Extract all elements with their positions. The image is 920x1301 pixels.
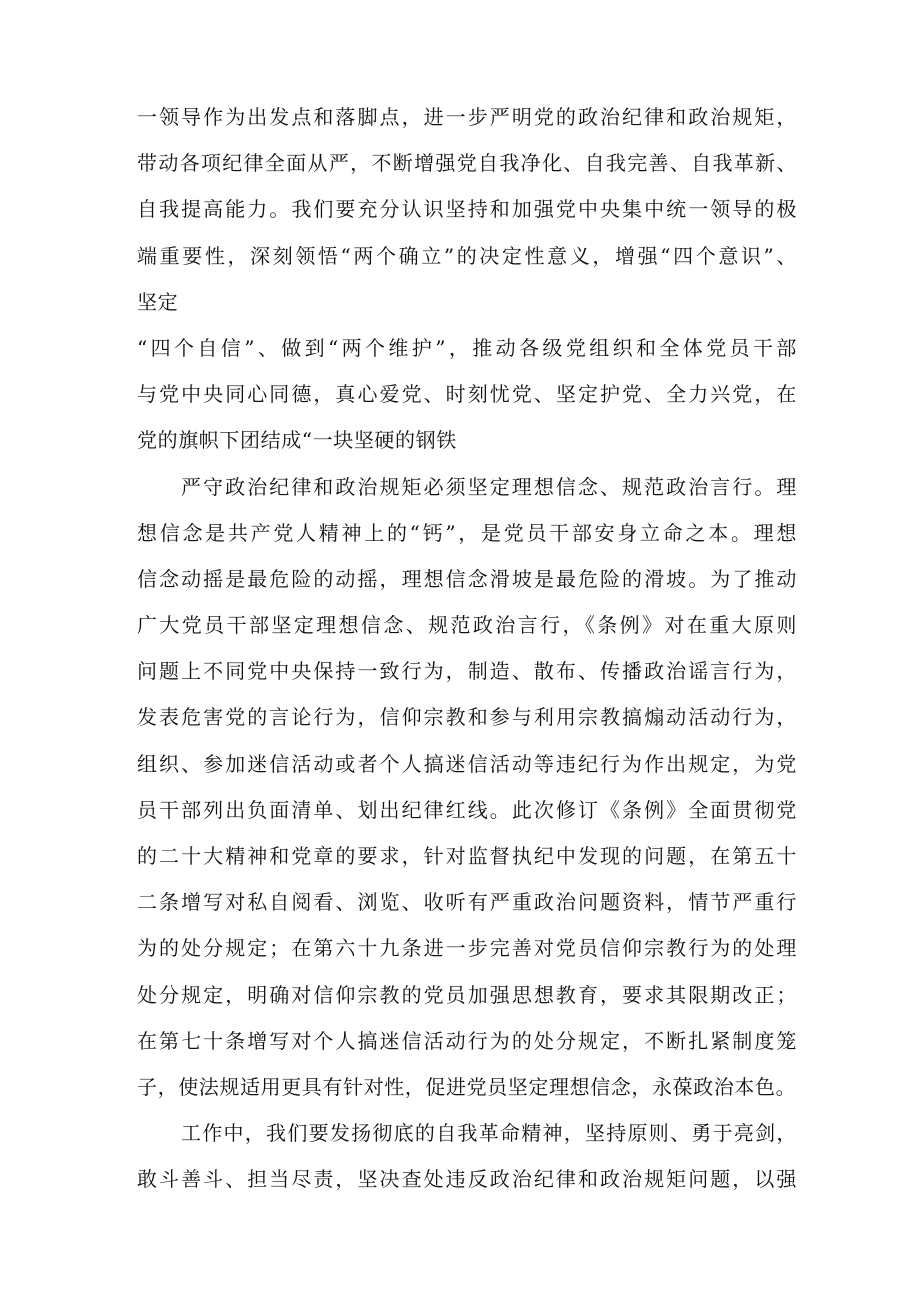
text-line: 员干部列出负面清单、划出纪律红线。此次修订《条例》全面贯彻党 (137, 797, 797, 822)
text-line: 二条增写对私自阅看、浏览、收听有严重政治问题资料，情节严重行 (137, 890, 797, 915)
text-line: 自我提高能力。我们要充分认识坚持和加强党中央集中统一领导的极 (137, 197, 797, 222)
text-line: “四个自信”、做到“两个维护”，推动各级党组织和全体党员干部 (137, 335, 797, 360)
text-line: 问题上不同党中央保持一致行为，制造、散布、传播政治谣言行为， (137, 659, 797, 684)
text-line: 一领导作为出发点和落脚点，进一步严明党的政治纪律和政治规矩， (137, 105, 797, 129)
text-line: 组织、参加迷信活动或者个人搞迷信活动等违纪行为作出规定，为党 (137, 751, 797, 776)
text-line: 处分规定，明确对信仰宗教的党员加强思想教育，要求其限期改正； (137, 982, 797, 1007)
text-line: 与党中央同心同德，真心爱党、时刻忧党、坚定护党、全力兴党，在 (137, 382, 797, 407)
text-line: 带动各项纪律全面从严，不断增强党自我净化、自我完善、自我革新、 (137, 151, 797, 176)
text-line: 在第七十条增写对个人搞迷信活动行为的处分规定，不断扎紧制度笼 (137, 1028, 797, 1053)
text-line: 发表危害党的言论行为，信仰宗教和参与利用宗教搞煽动活动行为， (137, 705, 797, 730)
text-line: 为的处分规定；在第六十九条进一步完善对党员信仰宗教行为的处理 (137, 936, 797, 961)
text-line: 子，使法规适用更具有针对性，促进党员坚定理想信念，永葆政治本色。 (137, 1074, 797, 1099)
text-line: 的二十大精神和党章的要求，针对监督执纪中发现的问题，在第五十 (137, 844, 797, 868)
text-line: 敢斗善斗、担当尽责，坚决查处违反政治纪律和政治规矩问题，以强 (137, 1167, 797, 1192)
text-line: 广大党员干部坚定理想信念、规范政治言行，《条例》对在重大原则 (137, 613, 797, 638)
text-line: 信念动摇是最危险的动摇，理想信念滑坡是最危险的滑坡。为了推动 (137, 566, 797, 591)
text-line: 党的旗帜下团结成“一块坚硬的钢铁 (137, 428, 457, 453)
text-line: 坚定 (137, 289, 179, 314)
document-body (137, 94, 797, 1203)
paragraph-start-line: 严守政治纪律和政治规矩必须坚定理想信念、规范政治言行。理 (181, 474, 797, 499)
text-line: 端重要性，深刻领悟“两个确立”的决定性意义，增强“四个意识”、 (137, 243, 797, 268)
text-line: 想信念是共产党人精神上的“钙”，是党员干部安身立命之本。理想 (137, 520, 797, 545)
paragraph-start-line: 工作中，我们要发扬彻底的自我革命精神，坚持原则、勇于亮剑， (181, 1121, 797, 1146)
